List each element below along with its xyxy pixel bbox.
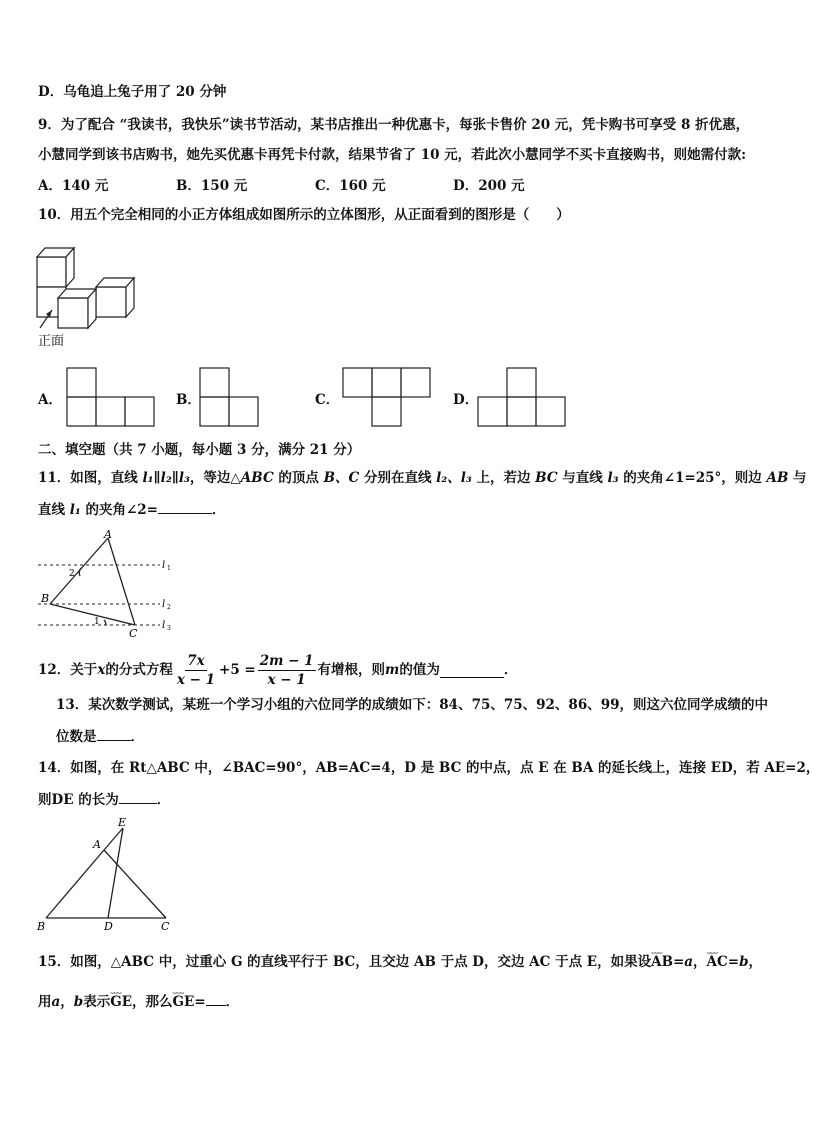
q10-option-c-figure xyxy=(340,367,434,429)
q11-line-l3: l xyxy=(162,620,166,631)
q10-text: 10．用五个完全相同的小正方体组成如图所示的立体图形，从正面看到的图形是（ ） xyxy=(38,207,570,223)
q14-label-a: A xyxy=(93,838,101,851)
q10-option-c-label: C． xyxy=(315,392,340,408)
q11-answer-blank[interactable] xyxy=(158,499,212,514)
q10-option-a-figure xyxy=(64,367,158,429)
section-2-heading: 二、填空题（共 7 小题，每小题 3 分，满分 21 分） xyxy=(38,442,361,458)
q10-option-d-label: D． xyxy=(453,392,479,408)
q11-label-a: A xyxy=(104,528,112,541)
q11-line-l2: l xyxy=(162,599,166,610)
q9-choice-c: C．160 元 xyxy=(315,178,386,194)
q9-line1: 9．为了配合 “我读书，我快乐”读书节活动，某书店推出一种优惠卡，每张卡售价 20 元，凭卡购书可享受 8 折优惠， xyxy=(38,117,750,133)
q14-label-d: D xyxy=(104,920,113,933)
q14-figure xyxy=(34,812,184,936)
q14-line1: 14．如图，在 Rt△ABC 中，∠BAC=90°，AB=AC=4，D 是 BC 的中点，点 E 在 BA 的延长线上，连接 ED，若 AE=2， xyxy=(38,760,819,776)
q11-line-l1: l xyxy=(162,560,166,571)
q13-line1: 13．某次数学测试，某班一个学习小组的六位同学的成绩如下：84、75、75、92、86、99，则这六位同学成绩的中 xyxy=(56,697,769,713)
q11-line2: 直线 l₁ 的夹角∠2= ． xyxy=(38,499,225,520)
q11-angle-1: 1 xyxy=(94,617,100,627)
q12-fraction-2: $\frac{2m - 1}{x - 1}$ xyxy=(259,652,314,688)
q11-angle-2: 2 xyxy=(69,569,75,579)
q14-label-b: B xyxy=(37,920,46,933)
q13-line2: 位数是 ． xyxy=(56,726,144,747)
q14-line2: 则DE 的长为 ． xyxy=(38,789,170,810)
svg-text:3: 3 xyxy=(167,625,171,632)
q15-line2: 用a，b表示⌣⌣⌣ GE，那么⌣⌣⌣ GE= ． xyxy=(38,991,239,1012)
q10-front-label: 正面 xyxy=(38,334,65,349)
q9-choice-b: B．150 元 xyxy=(176,178,248,194)
q10-option-b-label: B． xyxy=(176,392,201,408)
q14-label-e: E xyxy=(118,816,127,829)
svg-text:2: 2 xyxy=(167,604,171,611)
q10-option-d-figure xyxy=(475,367,569,429)
q9-line2: 小慧同学到该书店购书，她先买优惠卡再凭卡付款，结果节省了 10 元，若此次小慧同学不买卡直接购书，则她需付款: xyxy=(38,147,747,163)
q11-label-b: B xyxy=(41,592,50,605)
q8-choice-d: D．乌龟追上兔子用了 20 分钟 xyxy=(38,84,227,100)
q14-label-c: C xyxy=(161,920,170,933)
q12-answer-blank[interactable] xyxy=(440,663,504,678)
q10-option-b-figure xyxy=(197,367,263,429)
q14-answer-blank[interactable] xyxy=(119,789,157,804)
q12-fraction-1: $\frac{7x}{x - 1}$ xyxy=(176,652,216,688)
q13-answer-blank[interactable] xyxy=(97,726,131,741)
q11-label-c: C xyxy=(129,627,138,640)
q11-figure xyxy=(34,528,184,640)
svg-text:1: 1 xyxy=(167,565,171,572)
q9-choice-d: D．200 元 xyxy=(453,178,525,194)
q9-choice-a: A．140 元 xyxy=(38,178,109,194)
q11-line1: 11．如图，直线 l₁∥l₂∥l₃，等边△ABC 的顶点 B、C 分别在直线 l₂、l₃ 上，若边 BC 与直线 l₃ 的夹角∠1=25°，则边 AB 与 xyxy=(38,470,807,486)
q12-line: 12．关于 x 的分式方程 $\frac{7x}{x - 1}$ +5 = $\frac{2m - 1}{x - 1}$ 有增根，则 m 的值为 ． xyxy=(38,652,518,688)
q15-answer-blank[interactable] xyxy=(206,991,226,1006)
q10-option-a-label: A． xyxy=(38,392,62,408)
q15-line1: 15．如图，△ABC 中，过重心 G 的直线平行于 BC，且交边 AB 于点 D，交边 AC 于点 E，如果设⌣⌣⌣ AB=a，⌣⌣⌣ AC=b， xyxy=(38,952,762,972)
